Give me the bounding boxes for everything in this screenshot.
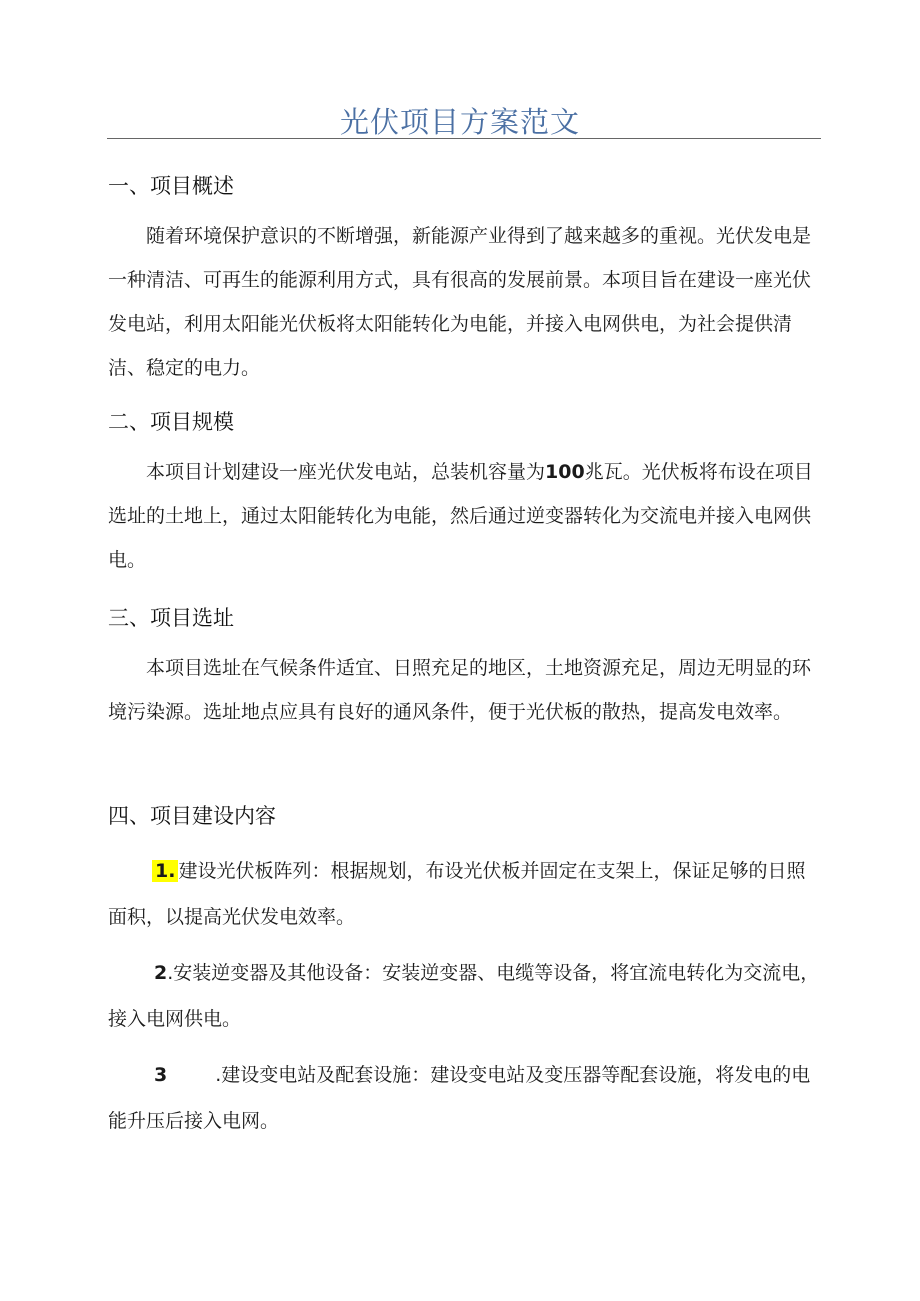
section-heading-construction: 四、项目建设内容 (108, 804, 276, 828)
list-item-text: 建设光伏板阵列：根据规划，布设光伏板并固定在支架上，保证足够的日照面积，以提高光伏发电效率。 (108, 860, 806, 928)
list-item-text: .建设变电站及配套设施：建设变电站及变压器等配套设施，将发电的电能升压后接入电网。 (108, 1064, 811, 1132)
list-item-number: 3 (154, 1064, 168, 1086)
list-item-number: 2 (154, 962, 168, 984)
list-item-text: .安装逆变器及其他设备：安装逆变器、电缆等设备，将宜流电转化为交流电，接入电网供电。 (108, 962, 820, 1030)
section-paragraph-scale (108, 450, 820, 582)
section-heading-site: 三、项目选址 (108, 606, 234, 630)
list-item (108, 1052, 820, 1144)
list-item-number: 1. (152, 860, 178, 882)
section-paragraph-site: 本项目选址在气候条件适宜、日照充足的地区，土地资源充足，周边无明显的环境污染源。选址地点应具有良好的通风条件，便于光伏板的散热，提高发电效率。 (108, 657, 812, 723)
scale-text-after: 兆瓦。光伏板将布设在项目选址的土地上，通过太阳能转化为电能，然后通过逆变器转化为交流电并接入电网供电。 (108, 461, 813, 571)
section-heading-overview: 一、项目概述 (108, 174, 234, 198)
section-heading-scale: 二、项目规模 (108, 410, 234, 434)
list-item (108, 848, 820, 940)
title-underline (107, 138, 821, 139)
section-paragraph-overview: 随着环境保护意识的不断增强，新能源产业得到了越来越多的重视。光伏发电是一种清洁、可再生的能源利用方式，具有很高的发展前景。本项目旨在建设一座光伏发电站，利用太阳能光伏板将太阳能转化为电能，并接入电网供电，为社会提供清洁、稳定的电力。 (108, 225, 812, 379)
capacity-value: 100 (545, 461, 585, 483)
list-item (108, 950, 820, 1042)
document-title: 光伏项目方案范文 (339, 105, 580, 139)
scale-text-before: 本项目计划建设一座光伏发电站，总装机容量为 (146, 461, 546, 483)
